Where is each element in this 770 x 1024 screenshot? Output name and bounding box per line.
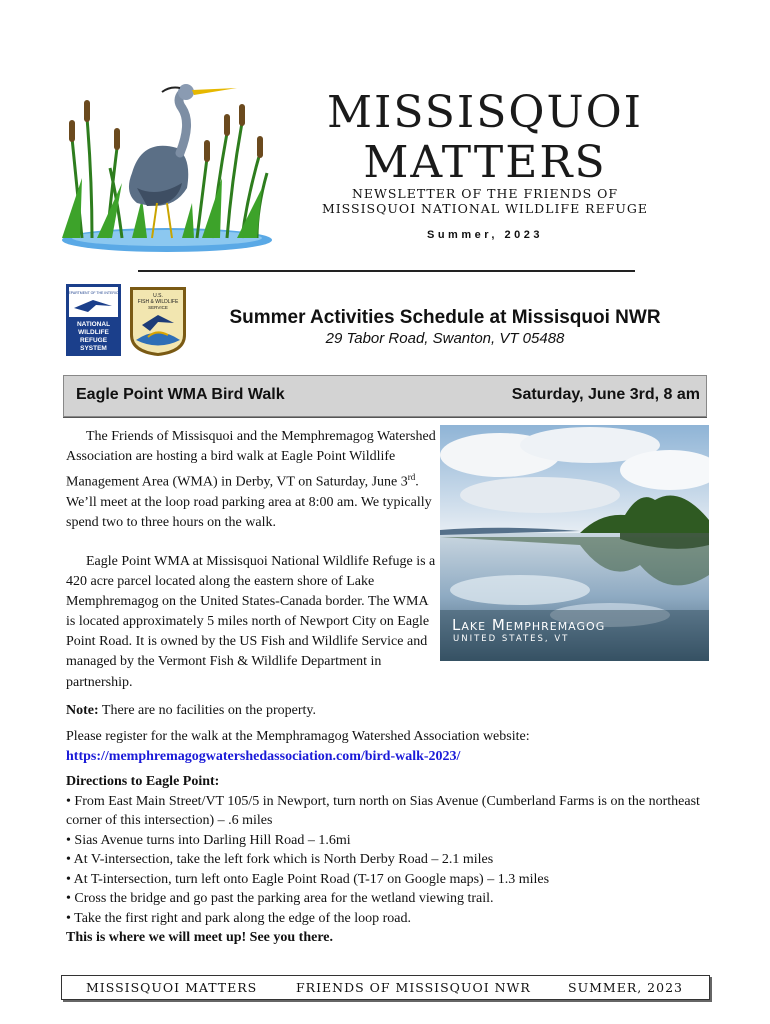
- heron-illustration: [62, 78, 282, 253]
- schedule-address: 29 Tabor Road, Swanton, VT 05488: [325, 330, 565, 347]
- registration-link[interactable]: https://memphremagogwatershedassociation.com/bird-walk-2023/: [66, 748, 461, 764]
- footer-right: SUMMER, 2023: [568, 980, 683, 995]
- registration: [66, 727, 716, 766]
- directions-step: • Sias Avenue turns into Darling Hill Road – 1.6mi: [66, 832, 351, 848]
- nwrs-logo-line2: WILDLIFE: [78, 329, 109, 336]
- footer-center: FRIENDS OF MISSISQUOI NWR: [296, 980, 531, 995]
- masthead-title-line1: MISSISQUOI: [326, 87, 644, 138]
- intro-text-a: The Friends of Missisquoi and the Memphremagog Watershed Association are hosting a bird walk at Eagle Point Wildlife Management Area (WMA) in Derby, VT on Saturday, June 3: [66, 429, 436, 490]
- intro-text-b: . We’ll meet at the loop road parking area at 8:00 am. We typically spend two to three hours on the walk.: [66, 474, 432, 531]
- masthead: [300, 88, 670, 188]
- note-label: Note:: [66, 703, 99, 718]
- nwrs-logo: [66, 284, 121, 356]
- nwrs-logo-top: DEPARTMENT OF THE INTERIOR: [66, 291, 121, 295]
- directions-step: • From East Main Street/VT 105/5 in Newport, turn north on Sias Avenue (Cumberland Farms is on the northeast corner of this intersection) – .6 miles: [66, 793, 700, 828]
- directions-step: • Take the first right and park along the edge of the loop road.: [66, 910, 412, 926]
- footer-left: MISSISQUOI MATTERS: [86, 980, 258, 995]
- schedule-title: Summer Activities Schedule at Missisquoi NWR: [229, 307, 661, 328]
- fws-logo-line2: FISH & WILDLIFE: [137, 299, 179, 305]
- event-name: Eagle Point WMA Bird Walk: [76, 386, 285, 403]
- description-text: Eagle Point WMA at Missisquoi National Wildlife Refuge is a 420 acre parcel located along the eastern shore of Lake Memphremagog on the United States-Canada border. The WMA is located approximately 5 miles north of Newport City on Eagle Point Road. It is owned by the US Fish and Wildlife Service and managed by the Vermont Fish & Wildlife Department in partnership.: [66, 554, 436, 690]
- nwrs-logo-line3: REFUGE: [79, 337, 108, 344]
- fws-logo: [128, 285, 188, 357]
- divider: [138, 270, 635, 272]
- registration-text: Please register for the walk at the Memphramagog Watershed Association website:: [66, 729, 530, 744]
- intro-text-sup: rd: [407, 472, 416, 483]
- event-header-bar: [63, 375, 707, 417]
- directions-step: • At V-intersection, take the left fork which is North Derby Road – 2.1 miles: [66, 852, 494, 867]
- directions-closing: This is where we will meet up! See you there.: [66, 930, 334, 945]
- masthead-subtitle-line1: NEWSLETTER OF THE FRIENDS OF: [351, 186, 619, 201]
- note: [66, 701, 716, 721]
- directions-heading: Directions to Eagle Point:: [66, 774, 220, 789]
- photo-caption-subtitle: UNITED STATES, VT: [453, 634, 570, 644]
- directions: [66, 772, 716, 948]
- directions-step: • At T-intersection, turn left onto Eagle Point Road (T-17 on Google maps) – 1.3 miles: [66, 871, 550, 887]
- nwrs-logo-line4: SYSTEM: [80, 345, 107, 352]
- masthead-title-line2: MATTERS: [363, 137, 607, 188]
- masthead-subtitle-line2: MISSISQUOI NATIONAL WILDLIFE REFUGE: [321, 201, 649, 216]
- photo-caption-title: Lake Memphremagog: [452, 616, 606, 634]
- page-footer: [61, 975, 710, 1000]
- intro-paragraph: [66, 427, 438, 533]
- nwrs-logo-line1: NATIONAL: [76, 321, 111, 328]
- note-text: There are no facilities on the property.: [98, 703, 316, 718]
- masthead-subtitle: [300, 186, 670, 216]
- description-paragraph: [66, 552, 438, 693]
- issue-date: Summer, 2023: [427, 229, 543, 241]
- fws-logo-line3: SERVICE: [148, 305, 168, 310]
- fws-logo-line1: U.S.: [153, 293, 163, 299]
- event-date: Saturday, June 3rd, 8 am: [511, 386, 700, 403]
- directions-step: • Cross the bridge and go past the parking area for the wetland viewing trail.: [66, 891, 494, 906]
